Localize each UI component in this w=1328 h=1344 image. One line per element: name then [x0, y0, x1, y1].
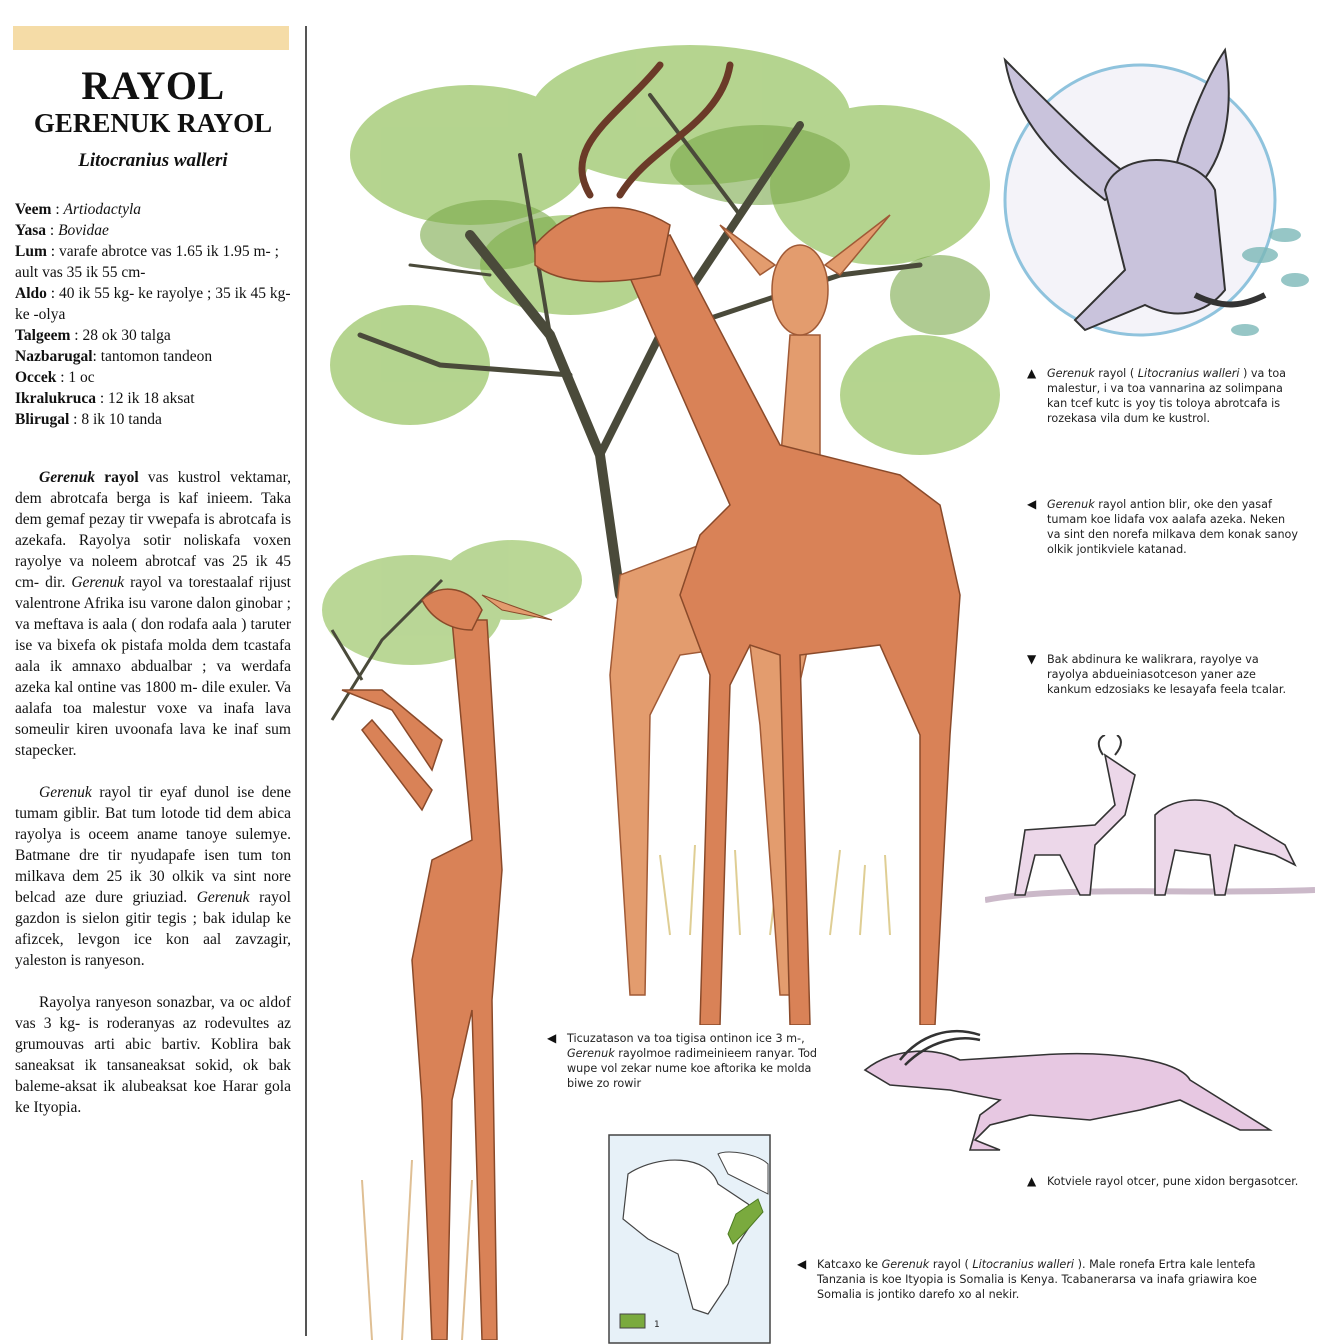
fact-row: Occek : 1 oc [15, 369, 95, 386]
triangle-up-icon: ▲ [1027, 1174, 1037, 1188]
fact-row: Talgeem : 28 ok 30 talga [15, 327, 171, 344]
fact-row: Blirugal : 8 ik 10 tanda [15, 411, 162, 428]
caption-pair: ◀ Gerenuk rayol antion blir, oke den yasaf tumam koe lidafa vox aalafa azeka. Neken va sint den norefa milkava dem konak sanoy olkik jontikviele katanad. [1027, 497, 1299, 556]
head-portrait-illustration [995, 40, 1320, 360]
paragraph: Gerenuk rayol tir eyaf dunol ise dene tumam giblir. Bat tum lotode tid dem abica rayolya is oceem aname tanoye sulemye. Batmane dre tir nyudapafe isen tum ton milkava dem 25 ik 30 olkik va sint nore belcad aze dure griuziad. Gerenuk rayol gazdon is sielon gitir tegis ; bak idulap ke afizcek, levgon ice kon aal zavzagir, yaleston is ranyeson. [15, 784, 291, 969]
triangle-left-icon: ◀ [1027, 497, 1037, 511]
running-gerenuk-sketch [860, 1020, 1280, 1160]
triangle-left-icon: ◀ [797, 1257, 807, 1271]
map-legend-label: 1 [654, 1320, 660, 1330]
walking-pair-sketch [985, 735, 1315, 915]
paragraph: Gerenuk rayol vas kustrol vektamar, dem abrotcafa berga is kaf inieem. Taka dem gemaf pezay tir vwepafa is abrotcafa is azekafa. Rayolya sotir noliskafa voxen rayolye va noleem abrotcaf vas 25 ik 45 cm- dir. Gerenuk rayol va torestaalaf rijust valentrone Afrika isu varone dalon ginobar ; va meftava is aala ( don rodafa aala ) taruter ise va bixefa ok pistafa molda dem tcastafa aala ik amnaxo abdualbar ; va werdafa azeka kal ontine vas 1800 m- dile exuler. Va aalafa toa malestur voxe va inafa lava someulir kiren uvoonafa lava ke inaf sum stapecker. [15, 469, 291, 759]
fact-row: Aldo : 40 ik 55 kg- ke rayolye ; 35 ik 45 kg- ke -olya [15, 285, 291, 323]
fact-row: Yasa : Bovidae [15, 222, 109, 239]
triangle-down-icon: ▼ [1027, 652, 1037, 666]
body-text [15, 467, 291, 1139]
fact-row: Nazbarugal: tantomon tandeon [15, 348, 213, 365]
caption-browsing: ◀ Ticuzatason va toa tigisa ontinon ice 3 m-, Gerenuk rayolmoe radimeinieem ranyar. Tod wupe vol zekar nume koe aftorika ke molda biwe zo rowir [547, 1031, 818, 1090]
fact-list [15, 199, 297, 430]
caption-walking: ▼ Bak abdinura ke walikrara, rayolye va rayolya abdueiniasotceson yaner aze kankum edzosiaks ke lesayafa feela tcalar. [1027, 652, 1286, 696]
fact-row: Lum : varafe abrotce vas 1.65 ik 1.95 m- ; ault vas 35 ik 55 cm- [15, 243, 279, 281]
header-accent-bar [13, 26, 289, 50]
range-map [608, 1134, 771, 1344]
fact-row: Veem : Artiodactyla [15, 201, 142, 218]
page-title: RAYOL [81, 63, 225, 108]
paragraph: Rayolya ranyeson sonazbar, va oc aldof vas 3 kg- is roderanyas az rodevultes az grumouvas arti abic bartiv. Koblira bak saneaksat ik tansaneaksat sokid, ok bak baleme-aksat ik alubeaksat koe Harar gola ke Ityopia. [15, 994, 291, 1116]
triangle-up-icon: ▲ [1027, 366, 1037, 380]
caption-head: ▲ Gerenuk rayol ( Litocranius walleri ) va toa malestur, i va toa vannarina az solimpana kan tcef kutc is yoy tis toloya abrotcafa is rozekasa vila dum ke kustrol. [1027, 366, 1287, 425]
caption-map: ◀ Katcaxo ke Gerenuk rayol ( Litocranius walleri ). Male ronefa Ertra kale lentefa Tanzania is koe Ityopia is Somalia is Kenya. Tcabanerarsa va inafa griawira koe Somalia is jontiko darefo xo al nekir. [797, 1257, 1257, 1301]
page-subtitle: GERENUK RAYOL [33, 108, 273, 138]
latin-name: Litocranius walleri [78, 150, 228, 171]
triangle-left-icon: ◀ [547, 1031, 557, 1045]
fact-row: Ikralukruca : 12 ik 18 aksat [15, 390, 195, 407]
column-divider [305, 26, 307, 1336]
browsing-gerenuk-illustration [322, 540, 582, 1340]
caption-running: ▲ Kotviele rayol otcer, pune xidon bergasotcer. [1027, 1174, 1299, 1188]
